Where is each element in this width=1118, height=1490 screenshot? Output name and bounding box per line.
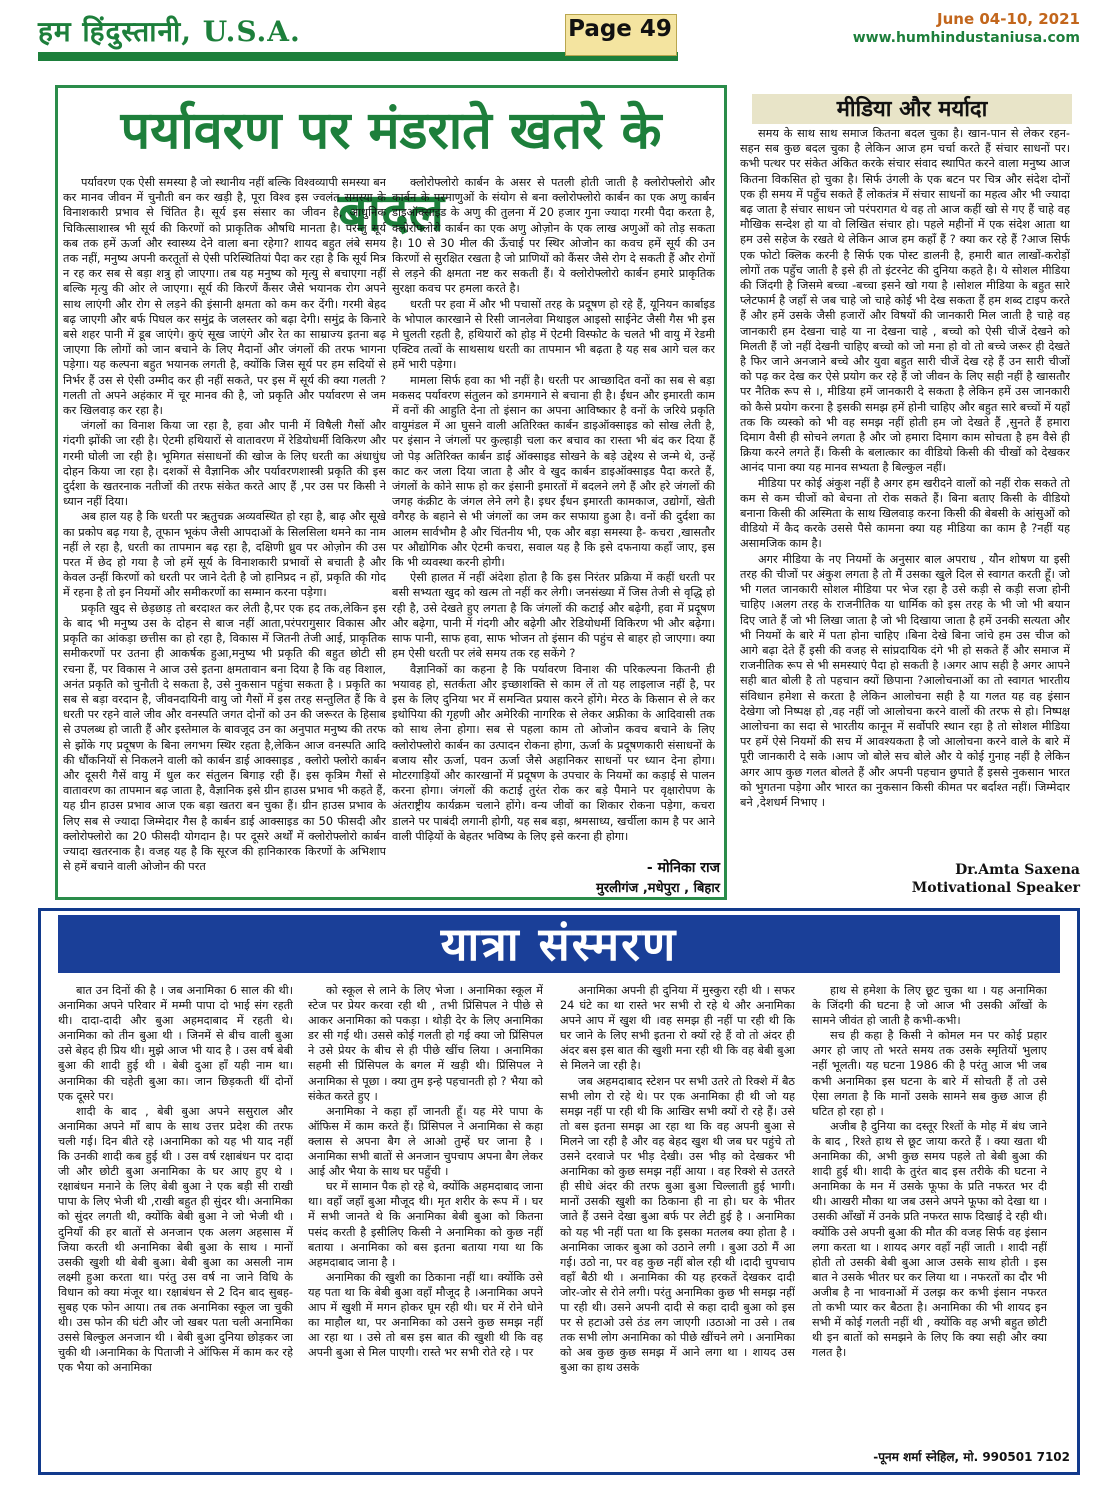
memoir-paragraph: को स्कूल से लाने के लिए भेजा । अनामिका स्कूल में स्टेज पर प्रेयर करवा रही थी , तभी प्रिंसिपल ने पीछे से आकर अनामिका को पकड़ा । थोड़ी देर के लिए अनामिका डर सी गई थी। उससे कोई गलती हो गई क्या जो प्रिंसिपल ने उसे प्रेयर के बीच से ही पीछे खींच लिया । अनामिका सहमी सी प्रिंसिपल के बगल में खड़ी थी। प्रिंसिपल ने अनामिका से पूछा । क्या तुम इन्हे पहचानती हो ? भैया को संकेत करते हुए । — [308, 984, 543, 1103]
travel-memoir-column-4 — [812, 983, 1047, 1443]
website-link[interactable]: www.humhindustaniusa.com — [852, 30, 1080, 46]
memoir-paragraph: जब अहमदाबाद स्टेशन पर सभी उतरे तो रिक्शे में बैठ सभी लोग रो रहे थे। पर एक अनामिका ही थी जो यह समझ नहीं पा रही थी कि आखिर सभी क्यों रो रहे हैं। उसे तो बस इतना समझ आ रहा था कि वह अपनी बुआ से मिलने जा रही है और वह बेहद खुश थी जब घर पहुंचे तो उसने दरवाजे पर भीड़ देखी। उस भीड़ को देखकर भी अनामिका को कुछ समझ नहीं आया । वह रिक्शे से उतरते ही सीधे अंदर की तरफ बुआ बुआ चिल्लाती हुई भागी। मानों उसकी खुशी का ठिकाना ही ना हो। घर के भीतर जाते हैं उसने देखा बुआ बर्फ पर लेटी हुई है । अनामिका को यह भी नहीं पता था कि इसका मतलब क्या होता है ।अनामिका जाकर बुआ को उठाने लगी । बुआ उठो मैं आ गई। उठो ना, पर वह कुछ नहीं बोल रही थी ।दादी चुपचाप वहाँ बैठी थी । अनामिका की यह हरकतें देखकर दादी जोर-जोर से रोने लगी। परंतु अनामिका कुछ भी समझ नहीं पा रही थी। उसने अपनी दादी से कहा दादी बुआ को इस पर से हटाओ उसे ठंड लग जाएगी ।उठाओ ना उसे । तब तक सभी लोग अनामिका को पीछे खींचने लगे । अनामिका को अब कुछ कुछ समझ में आने लगा था । शायद उस बुआ का हाथ उसके — [560, 1074, 795, 1375]
travel-memoir-column-3 — [560, 983, 795, 1461]
environment-article-place: मुरलीगंज ,मधेपुरा , बिहार — [596, 881, 720, 896]
memoir-paragraph: अनामिका अपनी ही दुनिया में मुस्कुरा रही थी । सफर 24 घंटे का था रास्ते भर सभी रो रहे थे और अनामिका अपने आप में खुश थी ।वह समझ ही नहीं पा रही थी कि घर जाने के लिए सभी इतना रो क्यों रहे हैं वो तो अंदर ही अंदर बस इस बात की खुशी मना रही थी कि वह बेबी बुआ से मिलने जा रही है। — [560, 984, 795, 1073]
memoir-paragraph: अनामिका की खुशी का ठिकाना नहीं था। क्योंकि उसे यह पता था कि बेबी बुआ वहाँ मौजूद है ।अनामिका अपने आप में खुशी में मगन होकर घूम रही थी। घर में रोने धोने का माहौल था, पर अनामिका को उसने कुछ समझ नहीं आ रहा था । उसे तो बस इस बात की खुशी थी कि वह अपनी बुआ से मिल पाएगी। रास्ते भर सभी रोते रहे । पर — [308, 1270, 543, 1360]
article-paragraph: अब हाल यह है कि धरती पर ऋतुचक्र अव्यवस्थित हो रहा है, बाढ़ और सूखे का प्रकोप बढ़ गया है, तूफान भूकंप जैसी आपदाओं के सिलसिला थमने का नाम नहीं ले रहा है, धरती का तापमान बढ़ रहा है, दक्षिणी ध्रुव पर ओज़ोन की उस परत में छेद हो गया है जो हमें सूर्य के विनाशकारी प्रभावों से बचाती है और केवल उन्हीं किरणों को धरती पर जाने देती है जो हानिप्रद न हों, प्रकृति की गोद में रहना है तो इन नियमों और समीकरणों का सम्मान करना पड़ेगा। — [63, 510, 386, 600]
memoir-paragraph: बात उन दिनों की है । जब अनामिका 6 साल की थी। अनामिका अपने परिवार में मम्मी पापा दो भाई संग रहती थी। दादा-दादी और बुआ अहमदाबाद में रहती थे। अनामिका को तीन बुआ थी । जिनमें से बीच वाली बुआ उसे बेहद ही प्रिय थी। मुझे आज भी याद है । उस वर्ष बेबी बुआ की शादी हुई थी । बेबी दुआ हाँ यही नाम था। अनामिका की चहेती बुआ का। जान छिड़कती थीं दोनों एक दूसरे पर। — [58, 984, 293, 1103]
environment-article-title: पर्यावरण पर मंडराते खतरे के बादल — [120, 100, 662, 243]
travel-memoir-author: -पूनम शर्मा स्नेहिल, मो. 990501 7102 — [873, 1450, 1070, 1464]
media-column-body — [740, 126, 1070, 851]
article-paragraph: क्लोरोफ्लोरो कार्बन के असर से पतली होती जाती है क्लोरोफ्लोरो और कार्बन के परमाणुओं के संयोग से बना क्लोरोफ्लोरो कार्बन का एक अणु कार्बन डाइऑक्साइड के अणु की तुलना में 20 हजार गुना ज्यादा गरमी पैदा करता है, क्लोरोफ्लोरो कार्बन का एक अणु ओज़ोन के एक लाख अणुओं को तोड़ सकता है। 10 से 30 मील की ऊँचाई पर स्थिर ओजोन का कवच हमें सूर्य की उन किरणों से सुरक्षित रखता है जो प्राणियों को कैंसर जैसे रोग दे सकती हैं और रोगों से लड़ने की क्षमता नष्ट कर सकती हैं। ये क्लोरोफ्लोरो कार्बन हमारे प्राकृतिक सुरक्षा कवच पर हमला करते है। — [392, 176, 715, 296]
article-paragraph: धरती पर हवा में और भी पचासों तरह के प्रदूषण हो रहे हैं, यूनियन कार्बाइड के भोपाल कारखाने से रिसी जानलेवा मिथाइल आइसो साईनेट जैसी गैस भी इस मे घुलती रहती है, हथियारों को होड़ में ऐटमी विस्फोट के चलते भी वायु में रेडमी एक्टिव तत्वों के साथसाथ धरती का तापमान भी बढ़ता है यह सब आगे चल कर हमें भारी पड़ेगा। — [392, 297, 715, 372]
media-paragraph: समय के साथ साथ समाज कितना बदल चुका है। खान-पान से लेकर रहन-सहन सब कुछ बदल चुका है लेकिन आज हम चर्चा करते हैं संचार साधनों पर। कभी पत्थर पर संकेत अंकित करके संचार संवाद स्थापित करने वाला मनुष्य आज कितना विकसित हो चुका है। सिर्फ उंगली के एक बटन पर चित्र और संदेश दोनों एक ही समय में पहुँच सकते हैं लोकतंत्र में संचार साधनों का महत्व और भी ज्यादा बढ़ जाता है संचार साधन जो परंपरागत थे वह तो आज कहीं खो से गए हैं चाहे वह मौखिक सन्देश हो या वो लिखित संचार हो। पहले महीनों में एक संदेश आता था हम उसे सहेज के रखते थे लेकिन आज हम कहाँ हैं ? क्या कर रहे हैं ?आज सिर्फ एक फोटो क्लिक करनी है सिर्फ एक पोस्ट डालनी है, हमारी बात लाखों-करोड़ों लोगों तक पहुँच जाती है इसे ही तो इंटरनेट की दुनिया कहते है। ये सोशल मीडिया की जिंदगी है जिसमे बच्चा -बच्चा इसने खो गया है ।सोशल मीडिया के बहुत सारे प्लेटफार्म है जहाँ से जब चाहे जो चाहे कोई भी देख सकता हैं हम शब्द टाइप करते हैं और हमें उसके जैसी हजारों और विषयों की जानकारी मिल जाती है चाहे वह जानकारी हम देखना चाहे या ना देखना चाहे , बच्चो को ऐसी चीजें देखने को मिलती हैं जो नहीं देखनी चाहिए बच्चो को जो मना हो वो तो बच्चे जरूर ही देखते है फिर जाने अनजाने बच्चे और युवा बहुत सारी चीजें देख रहे हैं उन सारी चीजों को पढ़ कर देख कर ऐसे प्रयोग कर रहे हैं जो जीवन के लिए सही नहीं है खासतौर पर नैतिक रूप से ।, मीडिया हमें जानकारी दे सकता है लेकिन हमें उस जानकारी को कैसे प्रयोग करना है इसकी समझ हमें होनी चाहिए और बहुत सारे बच्चों में यहाँ तक कि व्यस्को को भी वह समझ नहीं होती हम जो देखते हैं ,सुनते हैं हमारा दिमाग वैसी ही सोचने लगता है और जो हमारा दिमाग काम सोचता है हम वैसे ही क्रिया करने लगते हैं। किसी के बलात्कार का वीडियो किसी की चीखों को देखकर आनंद पाना क्या यह मानव सभ्यता है बिल्कुल नहीं। — [740, 127, 1070, 475]
article-paragraph: मामला सिर्फ हवा का भी नहीं है। धरती पर आच्छादित वनों का सब से बड़ा मकसद पर्यावरण संतुलन को डगमगाने से बचाना ही है। ईंधन और इमारती काम में वनों की आहुति देना तो इंसान का अपना आविष्कार है वनों के जरिये प्रकृति वायुमंडल में आ घुसने वाली अतिरिक्त कार्बन डाइऑक्साइड को सोख लेती है, पर इंसान ने जंगलों पर कुल्हाड़ी चला कर बचाव का रास्ता भी बंद कर दिया हैं जो पेड़ अतिरिक्त कार्बन डाई ऑक्साइड सोखने के बड़े उद्देश्य से जन्मे थे, उन्हें काट कर जला दिया जाता है और वे खुद कार्बन डाइऑक्साइड पैदा करते हैं, जंगलों के कोने साफ हो कर इंसानी इमारतों में बदलने लगे हैं और हरे जंगलों की जगह कंक्रीट के जंगल लेने लगे है। इधर ईंधन इमारती कामकाज, उद्योगों, खेती वगैरह के बहाने से भी जंगलों का जम कर सफाया हुआ है। वनों की दुर्दशा का आलम सार्वभौम है और चिंतनीय भी, एक और बड़ा समस्या है- कचरा ,खासतौर पर औद्योगिक और ऐटमी कचरा, सवाल यह है कि इसे दफनाया कहाँ जाए, इस कि भी व्यवस्था करनी होगी। — [392, 373, 715, 570]
environment-article-author: - मोनिका राज — [646, 860, 720, 876]
article-paragraph: प्रकृति खुद से छेड़छाड़ तो बरदाश्त कर लेती है,पर एक हद तक,लेकिन इस के बाद भी मनुष्य उस के दोहन से बाज नहीं आता,परंपरागुसार विकास और प्रकृति का आंकड़ा छत्तीस का हो रहा है, विकास में जितनी तेजी आई, प्राकृतिक समीकरणों पर उतना ही आकर्षक हुआ,मनुष्य भी प्रकृति की बहुत छोटी सी रचना हैं, पर विकास ने आज उसे इतना क्षमतावान बना दिया है कि वह विशाल, अनंत प्रकृति को चुनौती दे सकता है, उसे नुकसान पहुंचा सकता है । प्रकृति का सब से बड़ा वरदान है, जीवनदायिनी वायु जो गैसों में इस तरह सन्तुलित हैं कि वे धरती पर रहने वाले जीव और वनस्पति जगत दोनों को उन की जरूरत के हिसाब से उपलब्ध हो जाती हैं और इस्तेमाल के बावजूद उन का अनुपात मनुष्य की तरफ से झोंके गए प्रदूषण के बिना लगभग स्थिर रहता है,लेकिन आज वनस्पति आदि की धौंकनियों से निकलने वाली को कार्बन डाई आक्साइड , क्लोरो फ्लोरो कार्बन और दूसरी गैसें वायु में धुल कर संतुलन बिगाड़ रही हैं। इस कृत्रिम गैसों से वातावरण का तापमान बढ़ जाता है, वैज्ञानिक इसे ग्रीन हाउस प्रभाव भी कहते हैं, यह ग्रीन हाउस प्रभाव आज एक बड़ा खतरा बन चुका हैं। ग्रीन हाउस प्रभाव के लिए सब से ज्यादा जिम्मेदार गैस है कार्बन डाई आक्साइड का 50 फीसदी और क्लोरोफ्लोरो का 20 फीसदी योगदान है। पर दूसरे अर्थों में क्लोरोफ्लोरो कार्बन ज्यादा खतरनाक है। वजह यह है कि सूरज की हानिकारक किरणों के अभिशाप से हमें बचाने वाली ओजोन की परत — [63, 601, 386, 874]
memoir-paragraph: अनामिका ने कहा हाँ जानती हूँ। यह मेरे पापा के ऑफिस में काम करते हैं। प्रिंसिपल ने अनामिका से कहा क्लास से अपना बैग ले आओ तुम्हें घर जाना है । अनामिका सभी बातों से अनजान चुपचाप अपना बैग लेकर आई और भैया के साथ घर पहुँची । — [308, 1104, 543, 1179]
article-paragraph: पर्यावरण एक ऐसी समस्या है जो स्थानीय नहीं बल्कि विश्वव्यापी समस्या बन कर मानव जीवन में चुनौती बन कर खड़ी है, पूरा विश्व इस ज्वलंत समस्या के विनाशकारी प्रभाव से चिंतित है। सूर्य इस संसार का जीवन है, आधुनिक चिकित्साशास्त्र भी सूर्य की किरणों को प्राकृतिक औषधि मानता है। परन्तु सूर्य कब तक हमें ऊर्जा और स्वास्थ्य देने वाला बना रहेगा? शायद बहुत लंबे समय तक नहीं, मनुष्य अपनी करतूतों से ऐसी परिस्थितियां पैदा कर रहा है कि सूर्य मित्र न रह कर सब से बड़ा शत्रु हो जाएगा। तब यह मनुष्य को मृत्यु से बचाएगा नहीं बल्कि मृत्यु की ओर ले जाएगा। सूर्य की किरणें कैंसर जैसे भयानक रोग अपने साथ लाएंगी और रोग से लड़ने की इंसानी क्षमता को कम कर देंगी। गरमी बेहद बढ़ जाएगी और बर्फ पिघल कर समुंद्र के जलस्तर को बढ़ा देगी। समुंद्र के किनारे बसे शहर पानी में डूब जाएंगे। कुएं सूख जाएंगे और रेत का साम्राज्य इतना बढ़ जाएगा कि लोगों को जान बचाने के लिए मैदानों और जंगलों की तरफ भागना पड़ेगा। यह कल्पना बहुत भयानक लगती है, क्योंकि जिस सूर्य पर हम सदियों से निर्भर हैं उस से ऐसी उम्मीद कर ही नहीं सकते, पर इस में सूर्य की क्या गलती ? गलती तो अपने अहंकार में चूर मानव की है, जो प्रकृति और पर्यावरण से जम कर खिलवाड़ कर रहा है। — [63, 176, 386, 418]
memoir-paragraph: अजीब है दुनिया का दस्तूर रिश्तों के मोह में बंध जाने के बाद , रिश्ते हाथ से छूट जाया करते हैं । क्या खता थी अनामिका की, अभी कुछ समय पहले तो बेबी बुआ की शादी हुई थी। शादी के तुरंत बाद इस तरीके की घटना ने अनामिका के मन में उसके फूफा के प्रति नफरत भर दी थी। आखरी मौका था जब उसने अपने फूफा को देखा था । उसकी आँखों में उनके प्रति नफरत साफ दिखाई दे रही थी। क्योंकि उसे अपनी बुआ की मौत की वजह सिर्फ वह इंसान लगा करता था । शायद अगर वहाँ नहीं जाती । शादी नहीं होती तो उसकी बेबी बुआ आज उसके साथ होती । इस बात ने उसके भीतर घर कर लिया था । नफरतों का दौर भी अजीब है ना भावनाओं में उलझ कर कभी इंसान नफरत तो कभी प्यार कर बैठता है। अनामिका की भी शायद इन सभी में कोई गलती नहीं थी , क्योंकि वह अभी बहुत छोटी थी इन बातों को समझने के लिए कि क्या सही और क्या गलत है। — [812, 1119, 1047, 1360]
media-paragraph: अगर मीडिया के नए नियमों के अनुसार बाल अपराध , यौन शोषण या इसी तरह की चीजों पर अंकुश लगता है तो मैं उसका खुले दिल से स्वागत करती हूँ। जो भी गलत जानकारी सोशल मीडिया पर भेज रहा है उसे कड़ी से कड़ी सजा होनी चाहिए ।अलग तरह के राजनीतिक या धार्मिक को इस तरह के भी जो भी बयान दिए जाते हैं जो भी लिखा जाता है जो भी दिखाया जाता है हमें उनकी सत्यता और भी नियमों के बारे में पता होना चाहिए ।बिना देखे बिना जांचे हम उस चीज को आगे बढ़ा देते हैं इसी की वजह से सांप्रदायिक दंगे भी हो सकते हैं और समाज में राजनीतिक रूप से भी समस्याएं पैदा हो सकती है ।अगर आप सही है अगर आपने सही बात बोली है तो पहचान क्यों छिपाना ?आलोचनाओं का तो स्वागत भारतीय संविधान हमेशा से करता है लेकिन आलोचना सही है या गलत यह वह इंसान देखेगा जो निष्पक्ष हो ,वह नहीं जो आलोचना करने वालों की तरफ से हो। निष्पक्ष आलोचना का सदा से भारतीय कानून में सर्वोपरि स्थान रहा है तो सोशल मीडिया पर हमें ऐसे नियमों की सच में आवश्यकता है जो आलोचना करने वाले के बारे में पूरी जानकारी दे सके ।आप जो बोले सच बोले और ये कोई गुनाह नहीं है लेकिन अगर आप कुछ गलत बोलते हैं और अपनी पहचान छुपाते हैं इससे नुकसान भारत को भुगतना पड़ेगा और भारत का नुकसान किसी कीमत पर बर्दाश्त नहीं। जिम्मेदार बने ,देशधर्म निभाए । — [740, 552, 1070, 809]
memoir-paragraph: सच ही कहा है किसी ने कोमल मन पर कोई प्रहार अगर हो जाए तो भरते समय तक उसके स्मृतियों भुलाए नहीं भूलती। यह घटना 1986 की है परंतु आज भी जब कभी अनामिका इस घटना के बारे में सोचती हैं तो उसे ऐसा लगता है कि मानों उसके सामने सब कुछ आज ही घटित हो रहा हो । — [812, 1029, 1047, 1118]
environment-article-column-1 — [63, 175, 386, 885]
issue-date: June 04-10, 2021 — [937, 10, 1080, 28]
travel-memoir-column-2 — [308, 983, 543, 1461]
travel-memoir-title: यात्रा संस्मरण — [440, 917, 678, 971]
media-column-title: मीडिया और मर्यादा — [836, 96, 988, 122]
media-column-author-role: Motivational Speaker — [911, 880, 1080, 896]
media-column-author: Dr.Amta Saxena — [955, 862, 1080, 878]
page-number: Page 49 — [568, 16, 672, 42]
article-paragraph: जंगलों का विनाश किया जा रहा है, हवा और पानी में विषैली गैसों और गंदगी झोंकी जा रही है। ऐटमी हथियारों से वातावरण में रेडियोधर्मी विकिरण और गरमी घोली जा रही है। भूमिगत संसाधनों की खोज के लिए धरती का अंधाधुंध दोहन किया जा रहा है। दशकों से वैज्ञानिक और पर्यावरणशास्त्री प्रकृति की इस दुर्दशा के खतरनाक नतीजों की तरफ संकेत करते आए हैं ,पर उस पर किसी ने ध्यान नहीं दिया। — [63, 419, 386, 509]
memoir-paragraph: घर में सामान पैक हो रहे थे, क्योंकि अहमदाबाद जाना था। वहाँ जहाँ बुआ मौजूद थी। मृत शरीर के रूप में । घर में सभी जानते थे कि अनामिका बेबी बुआ को कितना पसंद करती है इसीलिए किसी ने अनामिका को कुछ नहीं बताया । अनामिका को बस इतना बताया गया था कि अहमदाबाद जाना है । — [308, 1180, 543, 1269]
memoir-paragraph: शादी के बाद , बेबी बुआ अपने ससुराल और अनामिका अपने माँ बाप के साथ उत्तर प्रदेश की तरफ चली गई। दिन बीते रहे ।अनामिका को यह भी याद नहीं कि उनकी शादी कब हुई थी । उस वर्ष रक्षाबंधन पर दादा जी और छोटी बुआ अनामिका के घर आए हुए थे । रक्षाबंधन मनाने के लिए बेबी बुआ ने एक बड़ी सी राखी पापा के लिए भेजी थी ,राखी बहुत ही सुंदर थी। अनामिका को सुंदर लगती थी, क्योंकि बेबी बुआ ने जो भेजी थी । दुनियाँ की हर बातों से अनजान एक अलग अहसास में जिया करती थी अनामिका बेबी बुआ के साथ । मानों उसकी खुशी थी बेबी बुआ। बेबी बुआ का असली नाम लक्ष्मी हुआ करता था। परंतु उस वर्ष ना जाने विधि के विधान को क्या मंजूर था। रक्षाबंधन से 2 दिन बाद सुबह-सुबह एक फोन आया। तब तक अनामिका स्कूल जा चुकी थी। उस फोन की घंटी और जो खबर पता चली अनामिका उससे बिल्कुल अनजान थी । बेबी बुआ दुनिया छोड़कर जा चुकी थी ।अनामिका के पिताजी ने ऑफिस में काम कर रहे एक भैया को अनामिका — [58, 1104, 293, 1375]
travel-memoir-column-1 — [58, 983, 293, 1461]
environment-article-column-2 — [392, 175, 715, 855]
article-paragraph: ऐसी हालत में नहीं अंदेशा होता है कि इस निरंतर प्रक्रिया में कहीं धरती पर बसी सभ्यता खुद को खत्म तो नहीं कर लेगी। जनसंख्या में जिस तेजी से वृद्धि हो रही है, उसे देखते हुए लगता है कि जंगलों की कटाई और बढ़ेगी, हवा में प्रदूषण और बढ़ेगा, पानी में गंदगी और बढ़ेगी और रेडियोधर्मी विकिरण भी और बढ़ेगा। साफ पानी, साफ हवा, साफ भोजन तो इंसान की पहुंच से बाहर हो जाएगा। क्या हम ऐसी धरती पर लंबे समय तक रह सकेंगे ? — [392, 571, 715, 661]
article-paragraph: वैज्ञानिकों का कहना है कि पर्यावरण विनाश की परिकल्पना कितनी ही भयावह हो, सतर्कता और इच्छाशक्ति से काम लें तो यह लाइलाज नहीं है, पर इस के लिए दुनिया भर में समन्वित प्रयास करने होंगे। मेरठ के किसान से ले कर इथोपिया की गृहणी और अमेरिकी नागरिक से लेकर अफ्रीका के आदिवासी तक को साथ लेना होगा। सब से पहला काम तो ओजोन कवच बचाने के लिए क्लोरोफ्लोरो कार्बन का उत्पादन रोकना होगा, ऊर्जा के प्रदूषणकारी संसाधनों के बजाय सौर ऊर्जा, पवन ऊर्जा जैसे अहानिकर साधनों पर ध्यान देना होगा। मोटरगाड़ियों और कारखानों में प्रदूषण के उपचार के नियमों का कड़ाई से पालन करना होगा। जंगलों की कटाई तुरंत रोक कर बड़े पैमाने पर वृक्षारोपण के अंतराष्ट्रीय कार्यक्रम चलाने होंगे। वन्य जीवों का शिकार रोकना पड़ेगा, कचरा डालने पर पाबंदी लगानी होगी, यह सब बड़ा, श्रमसाध्य, खर्चीला काम है पर आने वाली पीढ़ियों के बेहतर भविष्य के लिए इसे करना ही होगा। — [392, 662, 715, 843]
memoir-paragraph: हाथ से हमेशा के लिए छूट चुका था । यह अनामिका के जिंदगी की घटना है जो आज भी उसकी आँखों के सामने जीवंत हो जाती है कभी-कभी। — [812, 984, 1047, 1028]
media-paragraph: मीडिया पर कोई अंकुश नहीं है अगर हम खरीदने वालों को नहीं रोक सकते तो कम से कम चीजों को बेचना तो रोक सकते हैं। बिना बताए किसी के वीडियो बनाना किसी की अस्मिता के साथ खिलवाड़ करना किसी की बेबसी के आंसुओं को वीडियो में कैद करके उससे पैसे कामना क्या यह मीडिया का काम है ?नहीं यह असामजिक काम है। — [740, 476, 1070, 551]
newspaper-brand: हम हिंदुस्तानी, U.S.A. — [38, 15, 301, 48]
